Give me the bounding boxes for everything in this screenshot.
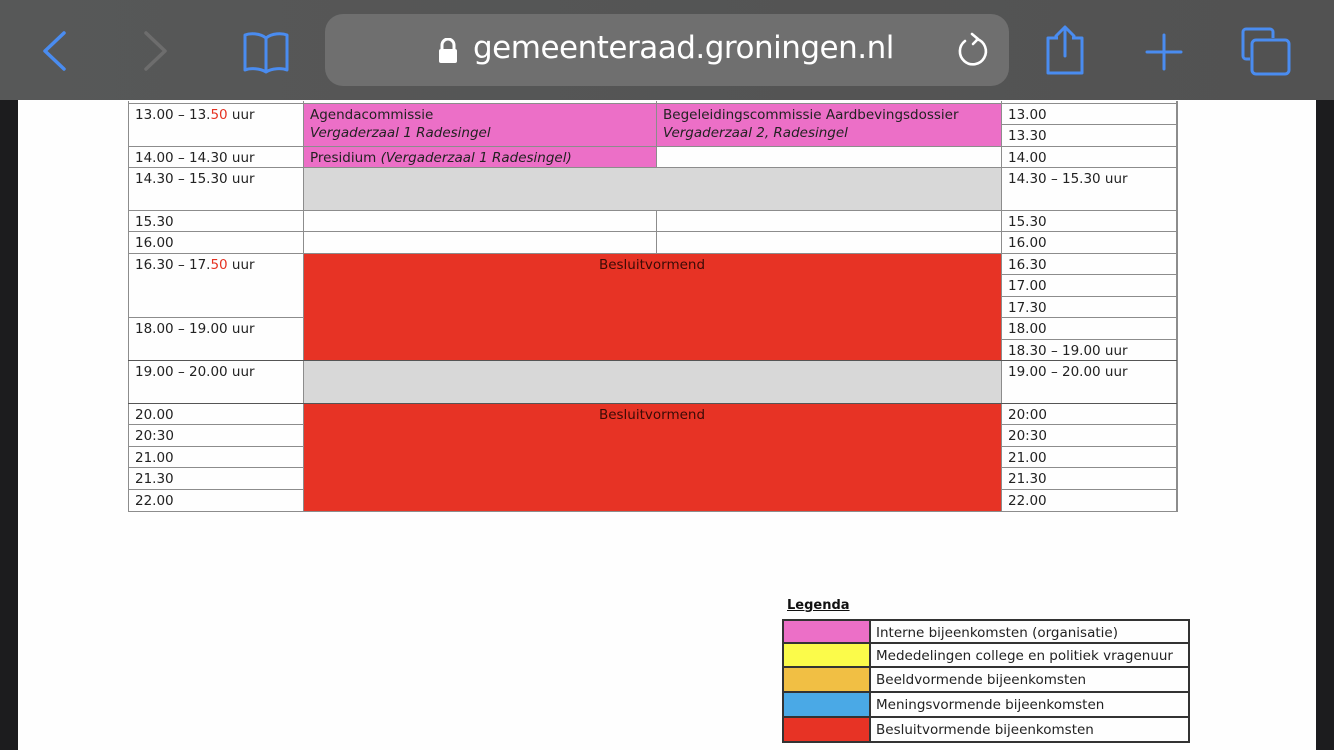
grid-line [1176,101,1178,512]
right-time-cell: 19.00 – 20.00 uur [1008,364,1128,380]
lock-icon [438,38,458,64]
grid-line [128,360,1177,361]
left-time-cell: 13.00 – 13.50 uur [135,107,255,123]
right-time-cell: 13.30 [1008,128,1047,144]
grid-line [128,467,303,468]
right-time-cell: 16.30 [1008,257,1047,273]
right-time-cell: 16.00 [1008,235,1047,251]
event-presidium [303,147,656,168]
event-besluitvormend-2 [303,404,1001,511]
grid-line [1001,296,1177,297]
grid-line [1001,124,1177,125]
chevron-left-icon[interactable] [40,30,72,72]
legend-item-internal [782,619,1190,644]
legend-label: Beeldvormende bijeenkomsten [871,668,1190,693]
left-time-cell: 20:30 [135,428,174,444]
left-time-cell: 21.00 [135,450,174,466]
right-time-cell: 17.30 [1008,300,1047,316]
grid-line [1001,317,1177,318]
legend-label: Mededelingen college en politiek vragenuur [871,644,1190,668]
url-text: gemeenteraad.groningen.nl [473,30,894,66]
right-time-cell: 18.00 [1008,321,1047,337]
event-title: Agendacommissie [310,107,434,123]
right-time-cell: 15.30 [1008,214,1047,230]
right-time-cell: 22.00 [1008,493,1047,509]
left-time-cell: 15.30 [135,214,174,230]
legend-swatch [782,619,871,644]
grid-line [128,424,303,425]
left-time-cell: 21.30 [135,471,174,487]
grid-line [656,101,657,168]
event-title: Begeleidingscommissie Aardbevingsdossier [663,107,959,123]
grid-line [128,103,1177,104]
event-location: (Vergaderzaal 1 Radesingel) [380,150,572,166]
grid-line [1001,339,1177,340]
left-time-cell: 16.00 [135,235,174,251]
address-bar[interactable] [325,14,1009,86]
legend-label: Meningsvormende bijeenkomsten [871,693,1190,718]
legend-title: Legenda [787,598,850,613]
grid-line [128,446,303,447]
left-time-cell: 18.00 – 19.00 uur [135,321,255,337]
right-time-cell: 14.30 – 15.30 uur [1008,171,1128,187]
event-besluitvormend-1 [303,254,1001,361]
event-begeleidingscommissie [656,104,1001,147]
grid-line [128,511,1177,512]
break-block [303,361,1001,404]
event-agendacommissie [303,104,656,147]
legend-item-besluitvormend [782,718,1190,743]
left-time-cell: 16.30 – 17.50 uur [135,257,255,273]
right-time-cell: 17.00 [1008,278,1047,294]
legend-swatch [782,718,871,743]
legend-swatch [782,693,871,718]
grid-line [128,146,1177,147]
book-icon[interactable] [240,30,292,74]
event-title: Besluitvormend [598,257,706,273]
grid-line [128,231,1177,232]
right-time-cell: 21.00 [1008,450,1047,466]
event-location: Vergaderzaal 1 Radesingel [310,125,491,141]
grid-line [1001,489,1177,490]
right-time-cell: 20:00 [1008,407,1047,423]
left-time-cell: 22.00 [135,493,174,509]
event-location: Vergaderzaal 2, Radesingel [663,125,848,141]
right-time-cell: 18.30 – 19.00 uur [1008,343,1128,359]
grid-line [1001,424,1177,425]
grid-line [1001,467,1177,468]
tabs-icon[interactable] [1240,26,1294,78]
grid-line [128,317,303,318]
browser-toolbar [0,0,1334,100]
right-time-cell: 21.30 [1008,471,1047,487]
left-time-cell: 14.00 – 14.30 uur [135,150,255,166]
grid-line [1001,274,1177,275]
grid-line [128,101,129,512]
legend-label: Interne bijeenkomsten (organisatie) [871,619,1190,644]
chevron-right-icon[interactable] [138,30,170,72]
grid-line [303,101,304,512]
grid-line [128,167,1177,168]
event-title: Presidium [310,150,381,166]
left-time-cell: 14.30 – 15.30 uur [135,171,255,187]
grid-line [128,489,303,490]
grid-line [1001,101,1002,512]
left-time-cell: 20.00 [135,407,174,423]
legend-swatch [782,668,871,693]
legend-item-beeldvormend [782,668,1190,693]
legend-item-mededelingen [782,644,1190,669]
grid-line [128,403,1177,404]
right-time-cell: 20:30 [1008,428,1047,444]
grid-line [128,210,1177,211]
legend-swatch [782,644,871,668]
reload-icon[interactable] [955,32,991,68]
legend-label: Besluitvormende bijeenkomsten [871,718,1190,743]
plus-icon[interactable] [1144,32,1184,72]
right-time-cell: 14.00 [1008,150,1047,166]
legend-item-meningsvormend [782,693,1190,718]
grid-line [1001,446,1177,447]
pdf-page [18,100,1316,750]
grid-line [656,211,657,254]
right-time-cell: 13.00 [1008,107,1047,123]
break-block [303,168,1001,211]
share-icon[interactable] [1040,24,1090,76]
event-title: Besluitvormend [598,407,706,423]
left-time-cell: 19.00 – 20.00 uur [135,364,255,380]
grid-line [128,253,1177,254]
